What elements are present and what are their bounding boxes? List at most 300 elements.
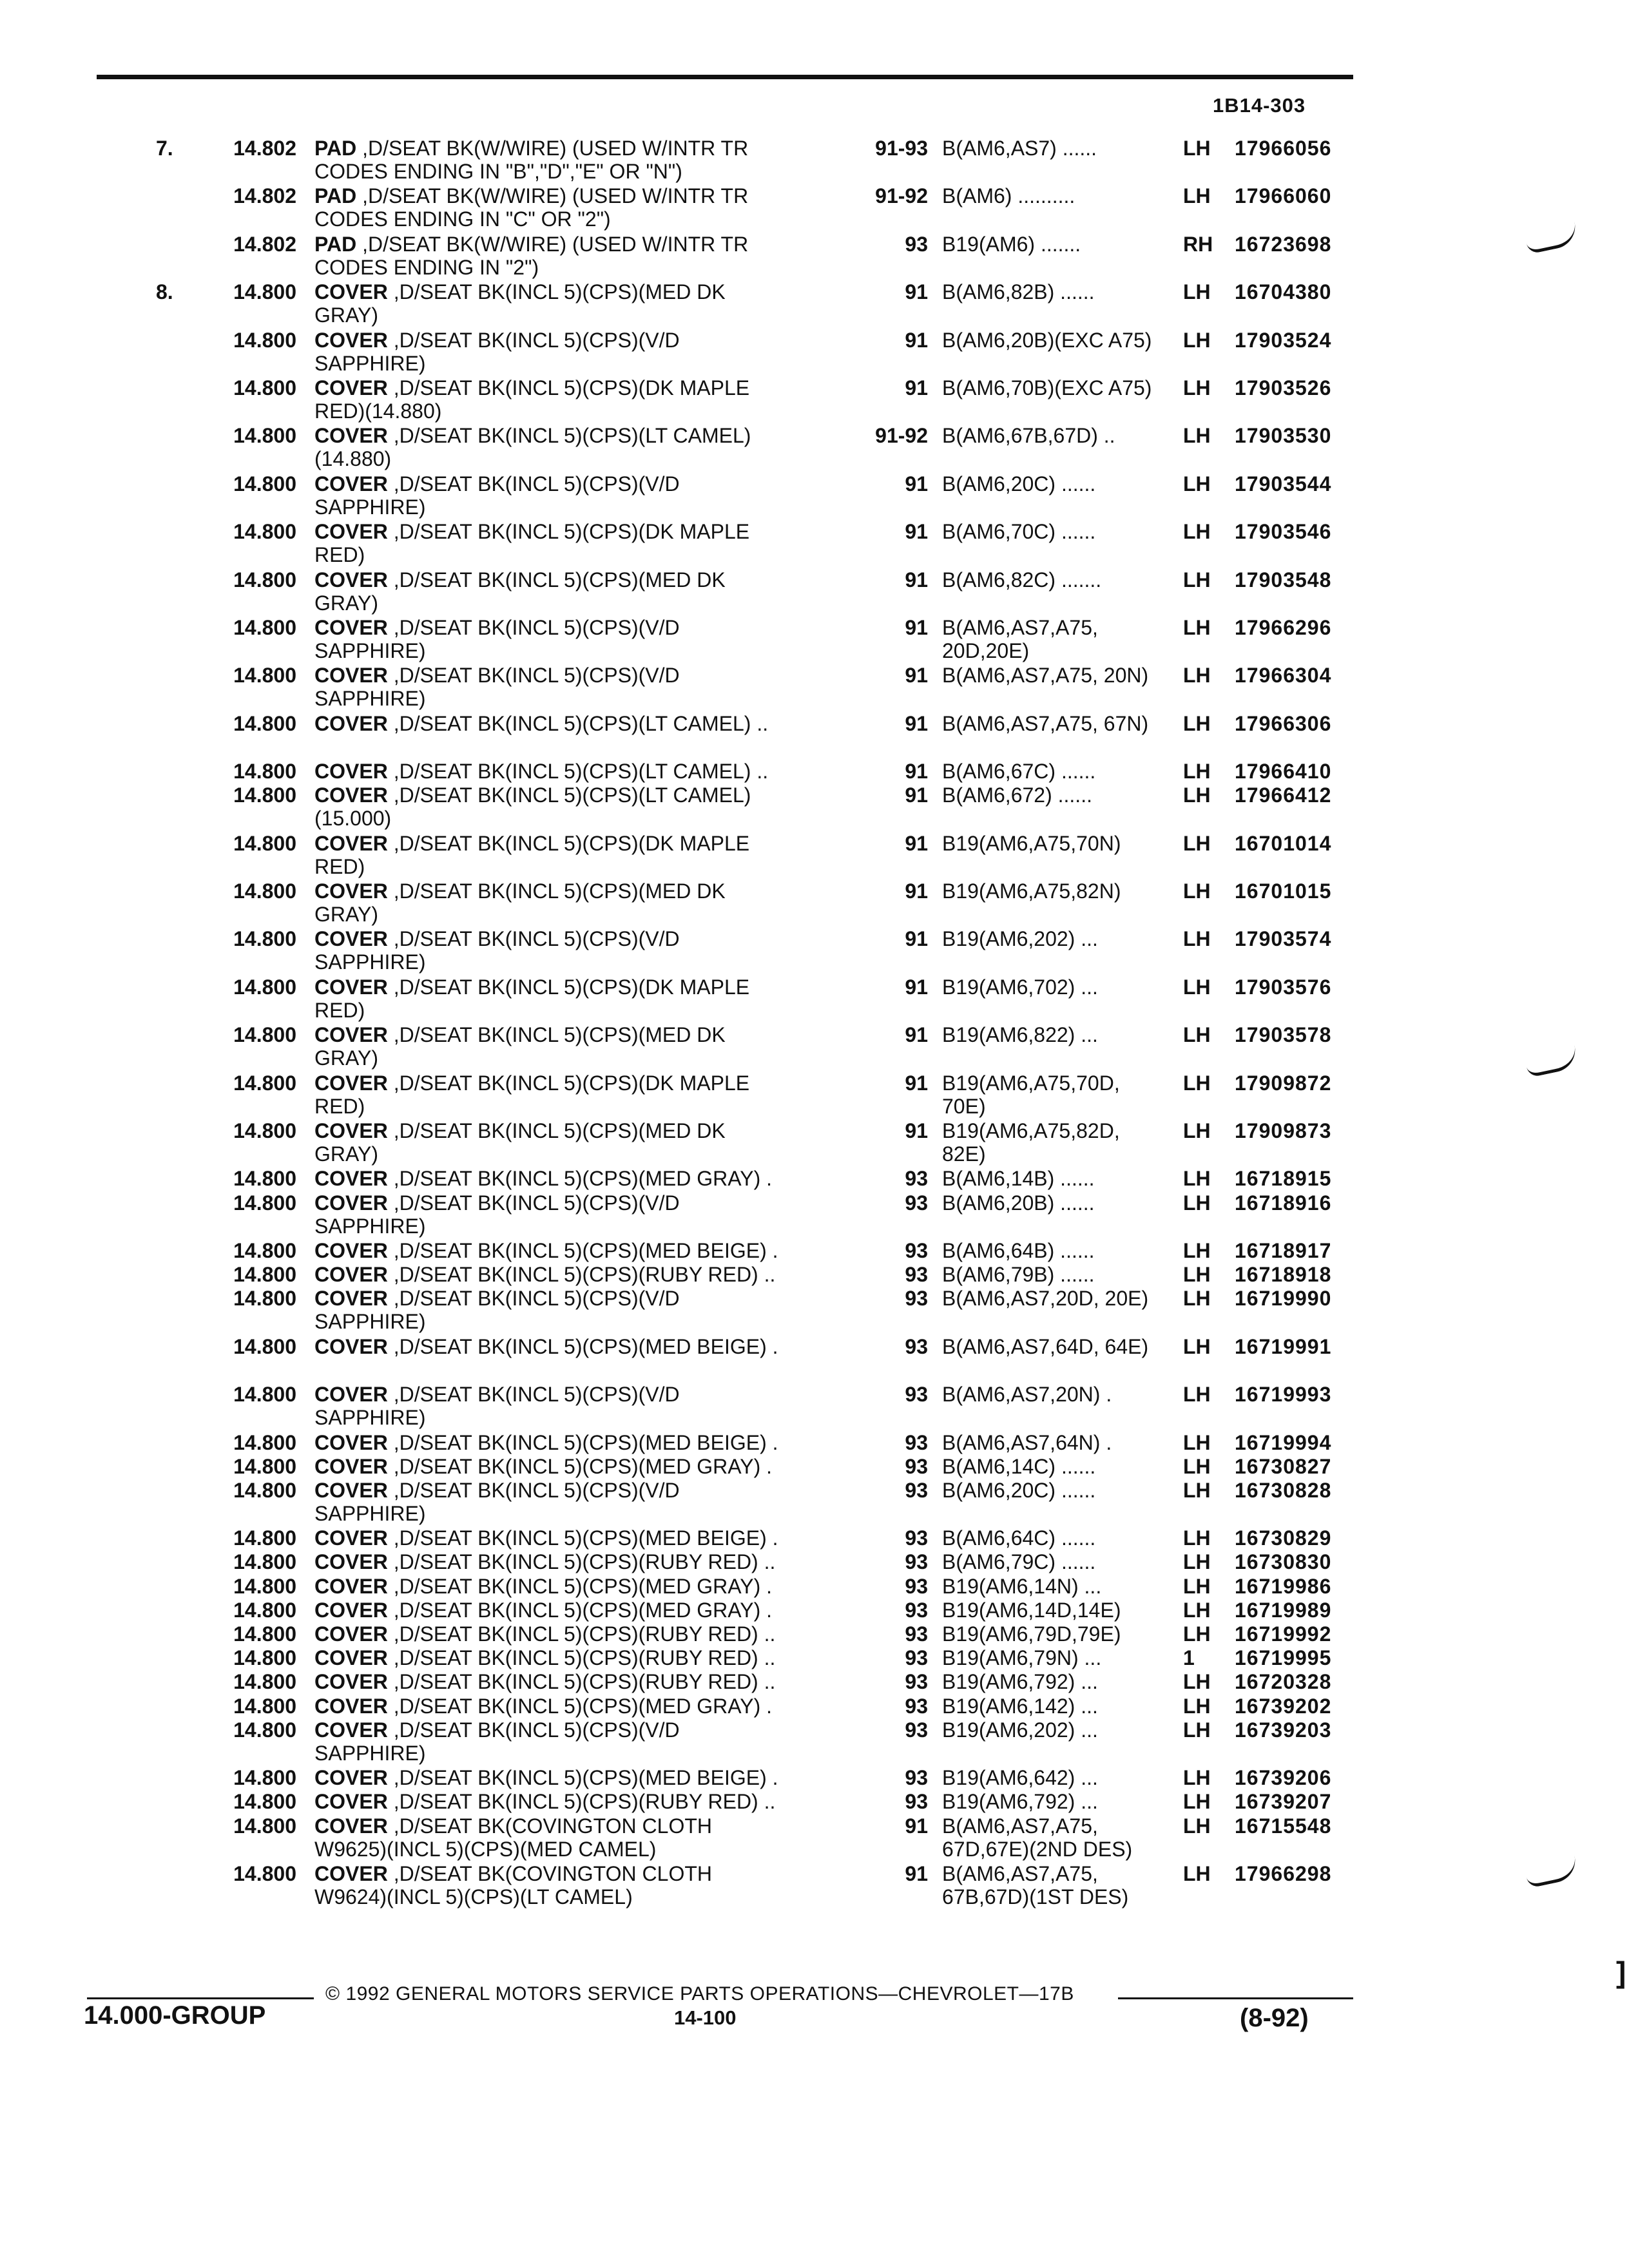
- part-number: 17903578: [1235, 1023, 1332, 1047]
- model-year: 91: [905, 664, 928, 687]
- description-line-2: (15.000): [314, 807, 392, 831]
- part-name: PAD: [314, 184, 357, 208]
- model-year: 93: [905, 1790, 928, 1814]
- group-number: 14.800: [233, 472, 296, 495]
- model-year: 91: [905, 280, 928, 304]
- model-code: B(AM6,70C) ......: [942, 520, 1096, 544]
- model-year: 93: [905, 1622, 928, 1646]
- description-line-1: ,D/SEAT BK(INCL 5)(CPS)(V/D: [393, 1383, 680, 1407]
- description-line-1: ,D/SEAT BK(INCL 5)(CPS)(RUBY RED) ..: [393, 1622, 776, 1646]
- parts-list: [0, 137, 1629, 1910]
- parts-entry: [0, 1383, 1629, 1430]
- part-number: 16701014: [1235, 831, 1332, 855]
- description-line-2: RED): [314, 543, 365, 567]
- description-line-1: ,D/SEAT BK(INCL 5)(CPS)(MED BEIGE) .: [393, 1430, 778, 1454]
- part-number: 16739206: [1235, 1766, 1332, 1790]
- side-code: LH: [1183, 1622, 1211, 1646]
- model-year: 91-92: [875, 424, 928, 448]
- group-number: 14.800: [233, 1526, 296, 1550]
- group-number: 14.800: [233, 615, 296, 639]
- part-name: COVER: [314, 1263, 388, 1287]
- description-line-1: ,D/SEAT BK(INCL 5)(CPS)(RUBY RED) ..: [393, 1263, 776, 1287]
- part-number: 16739202: [1235, 1694, 1332, 1718]
- side-code: LH: [1183, 711, 1211, 735]
- part-name: COVER: [314, 376, 388, 399]
- description-line-2: RED): [314, 998, 365, 1022]
- model-code: B(AM6,20B) ......: [942, 1191, 1095, 1215]
- parts-entry: [0, 233, 1629, 280]
- model-year: 91: [905, 472, 928, 495]
- part-name: COVER: [314, 831, 388, 855]
- part-number: 16718916: [1235, 1191, 1332, 1215]
- model-code: B(AM6,82B) ......: [942, 280, 1095, 304]
- part-description: [314, 568, 959, 615]
- side-code: LH: [1183, 280, 1211, 304]
- part-number: 16730830: [1235, 1550, 1332, 1574]
- parts-entry: [0, 616, 1629, 664]
- part-number: 16739203: [1235, 1718, 1332, 1742]
- part-description: [314, 1119, 959, 1166]
- model-code: B(AM6,67B,67D) ..: [942, 424, 1115, 448]
- part-number: 17903574: [1235, 927, 1332, 951]
- side-code: LH: [1183, 1454, 1211, 1478]
- parts-entry: [0, 329, 1629, 376]
- model-year: 91: [905, 328, 928, 352]
- part-description: [314, 1455, 959, 1478]
- part-number: 17903546: [1235, 520, 1332, 544]
- model-code: B19(AM6,79N) ...: [942, 1646, 1102, 1670]
- group-number: 14.800: [233, 1334, 296, 1358]
- model-year: 93: [905, 1454, 928, 1478]
- part-number: 17966410: [1235, 760, 1332, 783]
- part-name: COVER: [314, 1718, 388, 1742]
- part-description: [314, 1023, 959, 1070]
- part-name: COVER: [314, 1430, 388, 1454]
- part-name: COVER: [314, 615, 388, 639]
- group-number: 14.800: [233, 1263, 296, 1287]
- group-number: 14.800: [233, 927, 296, 951]
- model-year: 91: [905, 975, 928, 999]
- model-code: B(AM6,AS7,A75, 20D,20E): [942, 615, 1098, 662]
- part-description: [314, 1263, 959, 1286]
- model-year: 91: [905, 615, 928, 639]
- description-line-1: ,D/SEAT BK(INCL 5)(CPS)(MED DK: [393, 568, 726, 591]
- part-number: 16718917: [1235, 1238, 1332, 1262]
- description-line-1: ,D/SEAT BK(INCL 5)(CPS)(RUBY RED) ..: [393, 1646, 776, 1670]
- group-number: 14.800: [233, 1861, 296, 1885]
- group-number: 14.800: [233, 376, 296, 399]
- description-line-1: ,D/SEAT BK(INCL 5)(CPS)(DK MAPLE: [393, 376, 750, 399]
- model-code: B(AM6,AS7,20D, 20E): [942, 1287, 1149, 1311]
- model-year: 91: [905, 879, 928, 903]
- part-description: [314, 1862, 959, 1908]
- model-code: B19(AM6,202) ...: [942, 927, 1098, 951]
- side-code: LH: [1183, 1718, 1211, 1742]
- part-number: 16719986: [1235, 1574, 1332, 1598]
- model-code: B(AM6,20C) ......: [942, 472, 1096, 495]
- parts-entry: [0, 1862, 1629, 1910]
- parts-entry: [0, 280, 1629, 328]
- model-code: B(AM6) ..........: [942, 184, 1075, 208]
- model-code: B(AM6,82C) .......: [942, 568, 1102, 591]
- page-code: 1B14-303: [1213, 94, 1306, 117]
- parts-entry: [0, 376, 1629, 424]
- parts-entry: [0, 1479, 1629, 1526]
- part-name: COVER: [314, 1191, 388, 1215]
- side-code: 1: [1183, 1646, 1195, 1670]
- description-line-2: SAPPHIRE): [314, 1214, 426, 1238]
- part-number: 17966296: [1235, 615, 1332, 639]
- parts-entry: [0, 1431, 1629, 1455]
- part-description: [314, 424, 959, 470]
- top-rule: [97, 75, 1353, 79]
- description-line-1: ,D/SEAT BK(INCL 5)(CPS)(V/D: [393, 664, 680, 687]
- group-number: 14.800: [233, 1119, 296, 1142]
- group-number: 14.800: [233, 1478, 296, 1502]
- parts-entry: [0, 1239, 1629, 1263]
- footer-date: (8-92): [1240, 2004, 1309, 2032]
- model-code: B19(AM6,822) ...: [942, 1023, 1098, 1047]
- side-code: LH: [1183, 760, 1211, 783]
- group-number: 14.800: [233, 1598, 296, 1622]
- part-number: 16730827: [1235, 1454, 1332, 1478]
- description-line-1: ,D/SEAT BK(INCL 5)(CPS)(MED DK: [393, 879, 726, 903]
- description-line-2: CODES ENDING IN "C" OR "2"): [314, 207, 611, 231]
- description-line-2: (14.880): [314, 447, 392, 471]
- model-year: 93: [905, 1191, 928, 1215]
- description-line-1: ,D/SEAT BK(INCL 5)(CPS)(LT CAMEL) ..: [393, 760, 769, 783]
- parts-entry: [0, 783, 1629, 831]
- part-name: COVER: [314, 1814, 388, 1838]
- model-year: 91: [905, 783, 928, 807]
- description-line-1: ,D/SEAT BK(INCL 5)(CPS)(MED DK: [393, 1023, 726, 1047]
- model-code: B(AM6,672) ......: [942, 783, 1092, 807]
- part-name: COVER: [314, 1861, 388, 1885]
- description-line-2: CODES ENDING IN "2"): [314, 255, 539, 279]
- part-description: [314, 975, 959, 1022]
- model-code: B(AM6,20C) ......: [942, 1478, 1096, 1502]
- description-line-1: ,D/SEAT BK(INCL 5)(CPS)(DK MAPLE: [393, 831, 750, 855]
- model-year: 93: [905, 1766, 928, 1790]
- side-code: LH: [1183, 1694, 1211, 1718]
- part-description: [314, 1814, 959, 1861]
- description-line-1: ,D/SEAT BK(INCL 5)(CPS)(MED GRAY) .: [393, 1598, 773, 1622]
- part-name: COVER: [314, 1167, 388, 1191]
- description-line-2: RED): [314, 854, 365, 878]
- description-line-1: ,D/SEAT BK(INCL 5)(CPS)(MED BEIGE) .: [393, 1766, 778, 1790]
- footer-rule-left: [87, 1997, 314, 1999]
- part-number: 16715548: [1235, 1814, 1332, 1838]
- parts-entry: [0, 1119, 1629, 1167]
- model-year: 93: [905, 1334, 928, 1358]
- group-number: 14.800: [233, 1550, 296, 1574]
- ref-number: 7.: [156, 137, 173, 160]
- parts-entry: [0, 1790, 1629, 1814]
- part-name: COVER: [314, 1454, 388, 1478]
- side-code: LH: [1183, 1670, 1211, 1694]
- part-name: COVER: [314, 1526, 388, 1550]
- parts-entry: [0, 1599, 1629, 1622]
- side-code: LH: [1183, 1238, 1211, 1262]
- group-number: 14.802: [233, 137, 296, 160]
- part-name: COVER: [314, 1478, 388, 1502]
- part-description: [314, 616, 959, 662]
- description-line-2: GRAY): [314, 591, 378, 615]
- part-number: 16718915: [1235, 1167, 1332, 1191]
- description-line-1: ,D/SEAT BK(INCL 5)(CPS)(MED BEIGE) .: [393, 1526, 778, 1550]
- description-line-1: ,D/SEAT BK(INCL 5)(CPS)(V/D: [393, 927, 680, 951]
- model-year: 91: [905, 831, 928, 855]
- parts-entry: [0, 760, 1629, 783]
- part-number: 17966412: [1235, 783, 1332, 807]
- description-line-1: ,D/SEAT BK(INCL 5)(CPS)(MED GRAY) .: [393, 1167, 773, 1191]
- description-line-1: ,D/SEAT BK(INCL 5)(CPS)(V/D: [393, 1191, 680, 1215]
- model-code: B19(AM6,642) ...: [942, 1766, 1098, 1790]
- model-code: B19(AM6,A75,70D, 70E): [942, 1071, 1120, 1118]
- description-line-1: ,D/SEAT BK(COVINGTON CLOTH: [393, 1814, 712, 1838]
- side-code: LH: [1183, 1814, 1211, 1838]
- part-name: COVER: [314, 1334, 388, 1358]
- group-number: 14.800: [233, 1071, 296, 1095]
- part-number: 16719991: [1235, 1334, 1332, 1358]
- part-name: COVER: [314, 879, 388, 903]
- description-line-2: SAPPHIRE): [314, 1741, 426, 1765]
- group-number: 14.800: [233, 1023, 296, 1047]
- description-line-1: ,D/SEAT BK(W/WIRE) (USED W/INTR TR: [362, 232, 749, 256]
- side-code: LH: [1183, 1191, 1211, 1215]
- side-code: LH: [1183, 1430, 1211, 1454]
- group-number: 14.800: [233, 1766, 296, 1790]
- parts-entry: [0, 879, 1629, 927]
- parts-entry: [0, 1718, 1629, 1766]
- model-year: 91: [905, 1023, 928, 1047]
- side-code: LH: [1183, 1167, 1211, 1191]
- parts-entry: [0, 1766, 1629, 1790]
- side-code: LH: [1183, 1526, 1211, 1550]
- part-description: [314, 520, 959, 566]
- model-year: 93: [905, 1646, 928, 1670]
- part-name: COVER: [314, 927, 388, 951]
- model-year: 91: [905, 376, 928, 399]
- part-name: COVER: [314, 1071, 388, 1095]
- group-number: 14.800: [233, 1383, 296, 1407]
- part-number: 17903544: [1235, 472, 1332, 495]
- part-description: [314, 760, 959, 783]
- part-description: [314, 184, 959, 231]
- part-number: 16720328: [1235, 1670, 1332, 1694]
- description-line-1: ,D/SEAT BK(INCL 5)(CPS)(MED GRAY) .: [393, 1454, 773, 1478]
- description-line-1: ,D/SEAT BK(INCL 5)(CPS)(V/D: [393, 1287, 680, 1311]
- part-description: [314, 329, 959, 375]
- group-number: 14.800: [233, 1454, 296, 1478]
- part-number: 16723698: [1235, 232, 1332, 256]
- part-name: PAD: [314, 232, 357, 256]
- parts-entry: [0, 1072, 1629, 1119]
- parts-entry: [0, 424, 1629, 472]
- description-line-1: ,D/SEAT BK(INCL 5)(CPS)(RUBY RED) ..: [393, 1670, 776, 1694]
- model-code: B19(AM6,142) ...: [942, 1694, 1098, 1718]
- part-description: [314, 1718, 959, 1765]
- part-number: 16718918: [1235, 1263, 1332, 1287]
- part-name: COVER: [314, 1598, 388, 1622]
- part-description: [314, 1622, 959, 1646]
- parts-entry: [0, 137, 1629, 184]
- part-description: [314, 1287, 959, 1333]
- part-description: [314, 927, 959, 974]
- side-code: LH: [1183, 879, 1211, 903]
- group-number: 14.800: [233, 783, 296, 807]
- part-name: COVER: [314, 280, 388, 304]
- parts-entry: [0, 1455, 1629, 1479]
- part-description: [314, 1646, 959, 1669]
- part-name: COVER: [314, 1023, 388, 1047]
- side-code: LH: [1183, 1023, 1211, 1047]
- model-year: 91: [905, 927, 928, 951]
- part-name: COVER: [314, 568, 388, 591]
- description-line-1: ,D/SEAT BK(INCL 5)(CPS)(MED DK: [393, 1119, 726, 1142]
- side-code: LH: [1183, 472, 1211, 495]
- part-name: COVER: [314, 328, 388, 352]
- group-number: 14.800: [233, 1430, 296, 1454]
- parts-entry: [0, 832, 1629, 879]
- side-code: LH: [1183, 1071, 1211, 1095]
- model-year: 91: [905, 1861, 928, 1885]
- part-description: [314, 1335, 959, 1358]
- model-year: 93: [905, 1238, 928, 1262]
- description-line-2: SAPPHIRE): [314, 351, 426, 375]
- parts-entry: [0, 1335, 1629, 1383]
- side-code: LH: [1183, 568, 1211, 591]
- model-year: 93: [905, 1670, 928, 1694]
- part-name: COVER: [314, 783, 388, 807]
- parts-entry: [0, 1023, 1629, 1071]
- description-line-1: ,D/SEAT BK(INCL 5)(CPS)(MED GRAY) .: [393, 1574, 773, 1598]
- group-number: 14.800: [233, 975, 296, 999]
- model-year: 93: [905, 1263, 928, 1287]
- part-number: 16719992: [1235, 1622, 1332, 1646]
- group-number: 14.800: [233, 520, 296, 544]
- part-number: 16719989: [1235, 1598, 1332, 1622]
- parts-entry: [0, 1695, 1629, 1718]
- group-number: 14.800: [233, 1646, 296, 1670]
- group-number: 14.800: [233, 568, 296, 591]
- part-number: 16719993: [1235, 1383, 1332, 1407]
- model-code: B19(AM6,79D,79E): [942, 1622, 1121, 1646]
- group-number: 14.800: [233, 711, 296, 735]
- side-code: LH: [1183, 1861, 1211, 1885]
- parts-entry: [0, 1575, 1629, 1599]
- parts-entry: [0, 1287, 1629, 1334]
- part-description: [314, 712, 959, 735]
- model-code: B19(AM6,202) ...: [942, 1718, 1098, 1742]
- side-code: LH: [1183, 1119, 1211, 1142]
- description-line-2: SAPPHIRE): [314, 1406, 426, 1430]
- side-code: LH: [1183, 520, 1211, 544]
- description-line-1: ,D/SEAT BK(W/WIRE) (USED W/INTR TR: [362, 184, 749, 208]
- part-description: [314, 1550, 959, 1573]
- description-line-2: SAPPHIRE): [314, 950, 426, 974]
- description-line-2: GRAY): [314, 1046, 378, 1070]
- part-number: 17966304: [1235, 664, 1332, 687]
- part-description: [314, 472, 959, 519]
- part-description: [314, 1167, 959, 1190]
- side-code: LH: [1183, 1334, 1211, 1358]
- side-code: LH: [1183, 1263, 1211, 1287]
- side-code: LH: [1183, 424, 1211, 448]
- description-line-2: RED)(14.880): [314, 399, 442, 423]
- parts-entry: [0, 1191, 1629, 1239]
- part-name: COVER: [314, 1119, 388, 1142]
- group-number: 14.800: [233, 1238, 296, 1262]
- parts-entry: [0, 520, 1629, 568]
- parts-entry: [0, 1263, 1629, 1287]
- model-year: 91: [905, 1814, 928, 1838]
- description-line-1: ,D/SEAT BK(INCL 5)(CPS)(DK MAPLE: [393, 975, 750, 999]
- part-number: 17909873: [1235, 1119, 1332, 1142]
- group-number: 14.800: [233, 1287, 296, 1311]
- part-name: COVER: [314, 1574, 388, 1598]
- part-number: 16704380: [1235, 280, 1332, 304]
- parts-entry: [0, 1167, 1629, 1191]
- parts-entry: [0, 1646, 1629, 1670]
- footer-copyright: © 1992 GENERAL MOTORS SERVICE PARTS OPERATIONS—CHEVROLET—17B: [325, 1983, 1074, 2004]
- model-code: B19(AM6,14N) ...: [942, 1574, 1102, 1598]
- model-year: 93: [905, 232, 928, 256]
- side-code: LH: [1183, 1478, 1211, 1502]
- group-number: 14.800: [233, 1622, 296, 1646]
- part-number: 16701015: [1235, 879, 1332, 903]
- model-year: 93: [905, 1167, 928, 1191]
- description-line-2: SAPPHIRE): [314, 495, 426, 519]
- part-name: COVER: [314, 1694, 388, 1718]
- part-name: COVER: [314, 1766, 388, 1790]
- model-year: 91: [905, 520, 928, 544]
- model-code: B(AM6,AS7,64D, 64E): [942, 1334, 1149, 1358]
- side-code: LH: [1183, 1287, 1211, 1311]
- part-number: 17966306: [1235, 711, 1332, 735]
- part-number: 16730828: [1235, 1478, 1332, 1502]
- model-code: B(AM6,AS7,64N) .: [942, 1430, 1112, 1454]
- part-description: [314, 832, 959, 878]
- part-description: [314, 1191, 959, 1238]
- part-number: 17903530: [1235, 424, 1332, 448]
- description-line-1: ,D/SEAT BK(INCL 5)(CPS)(V/D: [393, 615, 680, 639]
- model-code: B19(AM6,A75,70N): [942, 831, 1121, 855]
- description-line-2: SAPPHIRE): [314, 639, 426, 662]
- part-number: 17909872: [1235, 1071, 1332, 1095]
- part-number: 17903548: [1235, 568, 1332, 591]
- side-code: LH: [1183, 1766, 1211, 1790]
- part-description: [314, 1599, 959, 1622]
- footer-page-number: 14-100: [674, 2006, 737, 2029]
- footer-rule-right: [1118, 1997, 1353, 1999]
- description-line-2: CODES ENDING IN "B","D","E" OR "N"): [314, 160, 682, 183]
- part-name: COVER: [314, 1622, 388, 1646]
- description-line-1: ,D/SEAT BK(INCL 5)(CPS)(V/D: [393, 1718, 680, 1742]
- part-name: COVER: [314, 424, 388, 448]
- side-code: LH: [1183, 664, 1211, 687]
- parts-entry: [0, 1526, 1629, 1550]
- model-year: 93: [905, 1718, 928, 1742]
- group-number: 14.800: [233, 1790, 296, 1814]
- model-year: 93: [905, 1287, 928, 1311]
- model-year: 93: [905, 1550, 928, 1574]
- part-number: 17966056: [1235, 137, 1332, 160]
- part-description: [314, 1526, 959, 1550]
- model-year: 93: [905, 1430, 928, 1454]
- group-number: 14.800: [233, 1191, 296, 1215]
- part-name: COVER: [314, 711, 388, 735]
